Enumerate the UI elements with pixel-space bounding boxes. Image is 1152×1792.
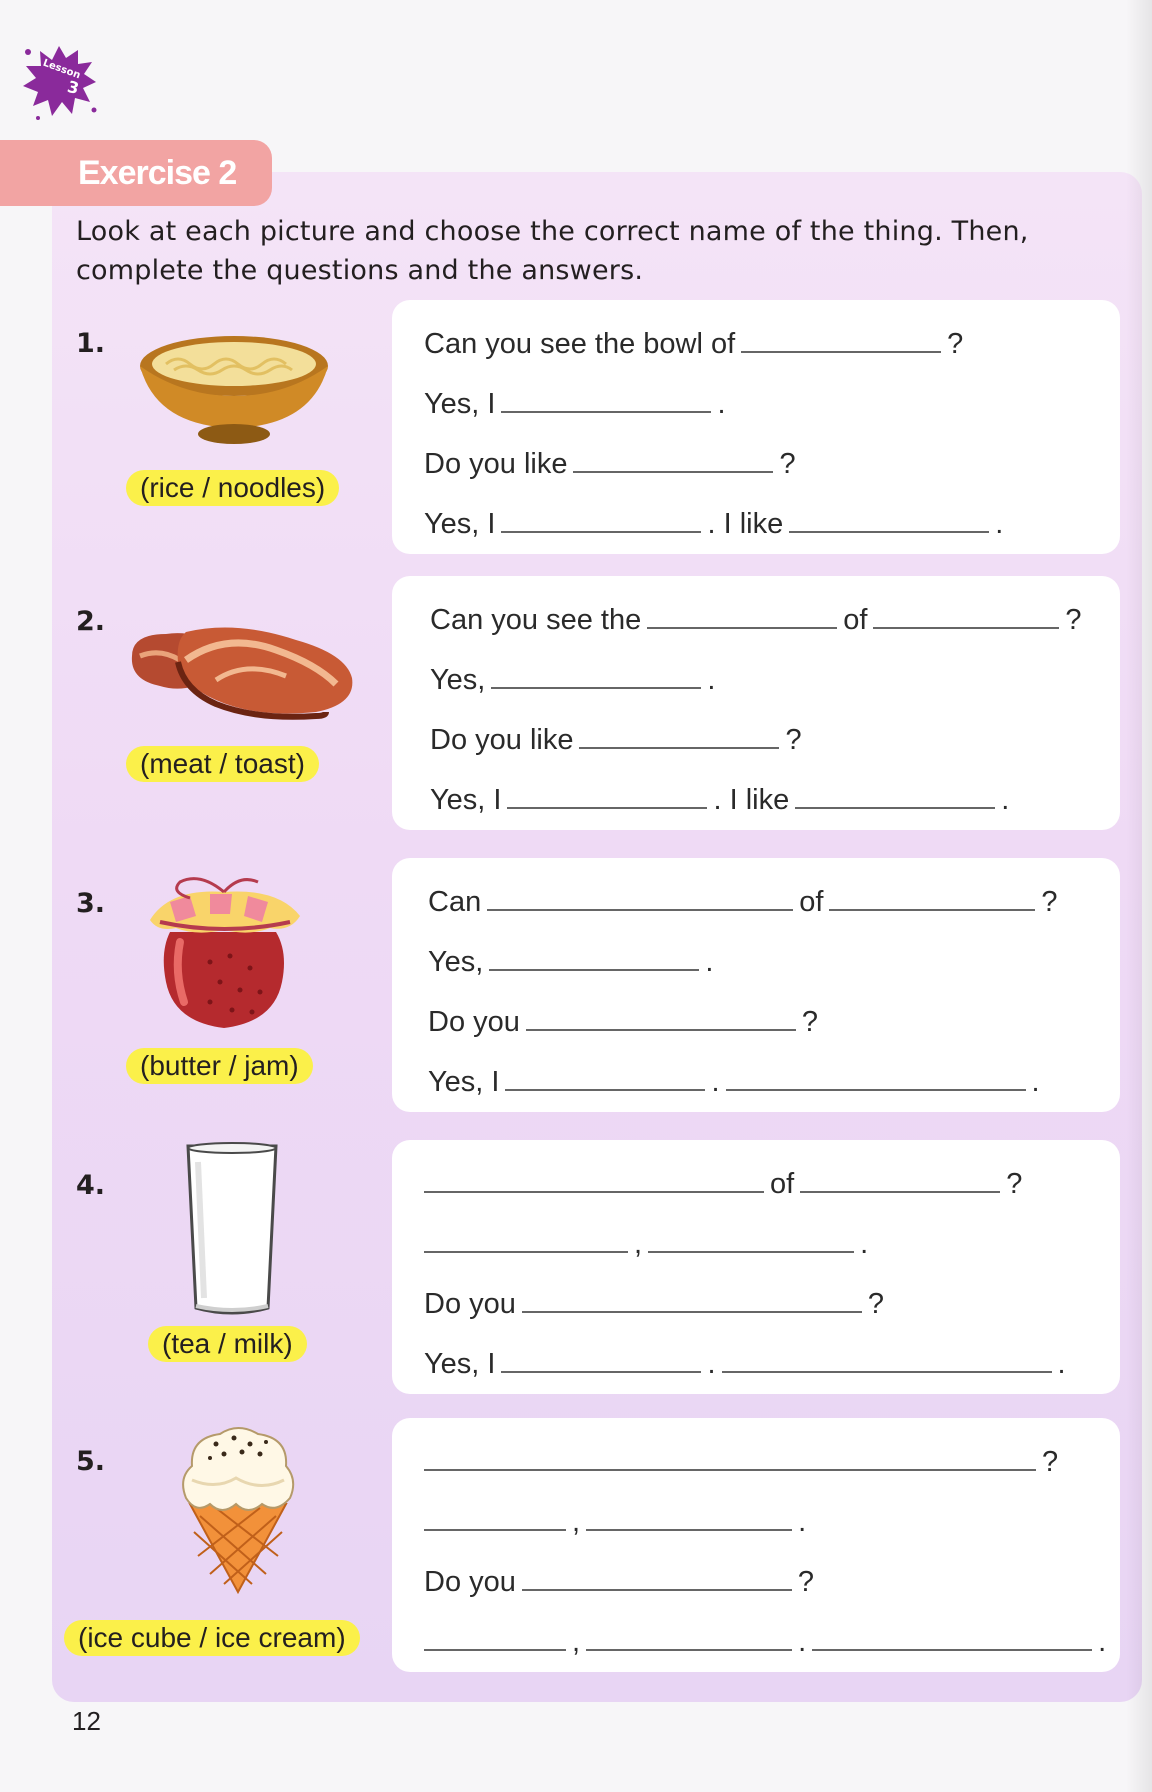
choice-label: (ice cube / ice cream) (64, 1620, 360, 1656)
answer-blank[interactable] (424, 1503, 566, 1531)
answer-blank[interactable] (522, 1563, 792, 1591)
answer-blank[interactable] (722, 1345, 1052, 1373)
page-edge-shadow (1126, 0, 1152, 1792)
choice-label: (tea / milk) (148, 1326, 307, 1362)
answer-blank[interactable] (741, 325, 941, 353)
answer-blank[interactable] (491, 661, 701, 689)
exercise-title-tab (0, 140, 272, 206)
answer-blank[interactable] (647, 601, 837, 629)
choice-label: (butter / jam) (126, 1048, 313, 1084)
answer-blank[interactable] (526, 1003, 796, 1031)
answer-blank[interactable] (586, 1503, 792, 1531)
answer-blank[interactable] (505, 1063, 705, 1091)
answer-box: of ? , . Do you ? Yes, I . . (392, 1140, 1120, 1394)
meat-slices-icon (126, 620, 358, 720)
instructions: Look at each picture and choose the correct name of the thing. Then, complete the questions and the answers. (76, 216, 1029, 286)
answer-blank[interactable] (789, 505, 989, 533)
item-number: 2. (76, 606, 106, 637)
answer-box: Can of ? Yes, . Do you ? Yes, I . . (392, 858, 1120, 1112)
page-number: 12 (72, 1706, 101, 1736)
choice-label: (meat / toast) (126, 746, 319, 782)
ice-cream-cone-icon (176, 1424, 300, 1596)
item-number: 3. (76, 888, 106, 919)
answer-box: ? , . Do you ? , . . (392, 1418, 1120, 1672)
lesson-word: Lesson (41, 57, 82, 82)
answer-blank[interactable] (579, 721, 779, 749)
answer-blank[interactable] (501, 505, 701, 533)
answer-blank[interactable] (573, 445, 773, 473)
choice-label: (rice / noodles) (126, 470, 339, 506)
item-number: 1. (76, 328, 106, 359)
lesson-number: 3 (65, 76, 81, 99)
answer-box: Can you see the of ? Yes, . Do you like ? Yes, I . I like . (392, 576, 1120, 830)
answer-blank[interactable] (795, 781, 995, 809)
answer-box: Can you see the bowl of ? Yes, I . Do you like ? Yes, I . I like . (392, 300, 1120, 554)
answer-blank[interactable] (501, 385, 711, 413)
answer-blank[interactable] (424, 1623, 566, 1651)
noodle-bowl-icon (136, 330, 332, 446)
answer-blank[interactable] (424, 1165, 764, 1193)
lesson-badge (18, 40, 100, 122)
answer-blank[interactable] (487, 883, 793, 911)
answer-blank[interactable] (829, 883, 1035, 911)
item-number: 5. (76, 1446, 106, 1477)
item-number: 4. (76, 1170, 106, 1201)
answer-blank[interactable] (873, 601, 1059, 629)
answer-blank[interactable] (501, 1345, 701, 1373)
milk-glass-icon (184, 1142, 280, 1318)
exercise-title: Exercise 2 (78, 154, 237, 192)
answer-blank[interactable] (812, 1623, 1092, 1651)
answer-blank[interactable] (522, 1285, 862, 1313)
splat-icon (18, 40, 100, 122)
answer-blank[interactable] (586, 1623, 792, 1651)
answer-blank[interactable] (648, 1225, 854, 1253)
answer-blank[interactable] (726, 1063, 1026, 1091)
answer-blank[interactable] (800, 1165, 1000, 1193)
answer-blank[interactable] (424, 1443, 1036, 1471)
answer-blank[interactable] (424, 1225, 628, 1253)
jam-jar-icon (140, 872, 310, 1034)
answer-blank[interactable] (489, 943, 699, 971)
answer-blank[interactable] (507, 781, 707, 809)
